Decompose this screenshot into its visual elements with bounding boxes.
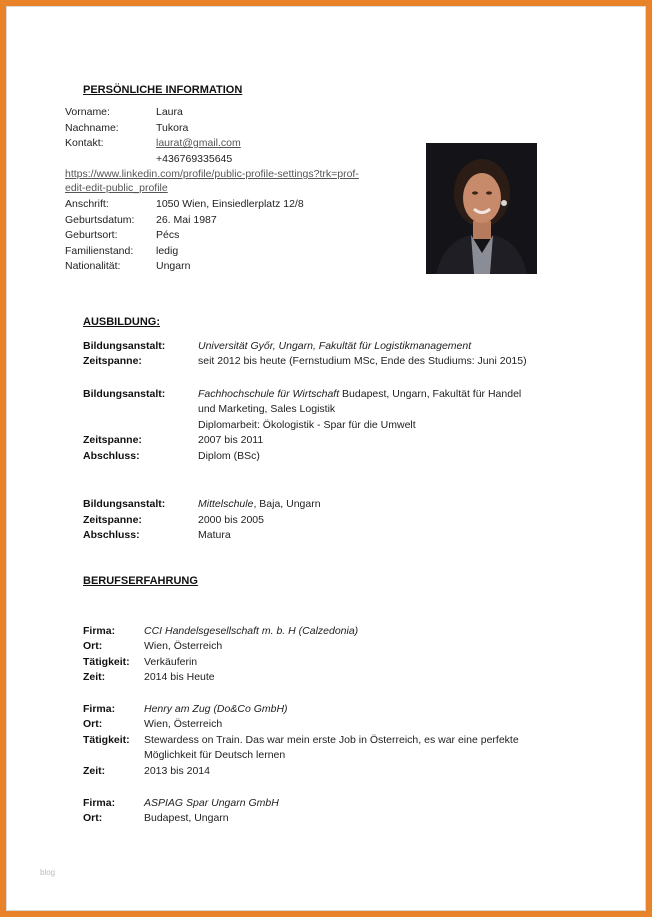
- value-familienstand: ledig: [156, 245, 179, 257]
- education-heading: AUSBILDUNG:: [83, 316, 160, 328]
- job3-firma: ASPIAG Spar Ungarn GmbH: [144, 797, 279, 809]
- edu2-inst-rest: Budapest, Ungarn, Fakultät für Handel: [339, 388, 522, 400]
- email-link[interactable]: laurat@gmail.com: [156, 137, 241, 149]
- job3-ort: Budapest, Ungarn: [144, 812, 229, 824]
- edu3-inst: [198, 498, 321, 510]
- portrait-image: [426, 143, 537, 274]
- value-nachname: Tukora: [156, 122, 189, 134]
- edu2-thesis: Diplomarbeit: Ökologistik - Spar für die Umwelt: [198, 419, 416, 431]
- job2-taetigkeit: Stewardess on Train. Das war mein erste Job in Österreich, es war eine perfekte: [144, 734, 519, 746]
- job1-zeit-label: Zeit:: [83, 671, 106, 683]
- job2-firma: Henry am Zug (Do&Co GmbH): [144, 703, 288, 715]
- edu1-period: seit 2012 bis heute (Fernstudium MSc, Ende des Studiums: Juni 2015): [198, 355, 527, 367]
- value-vorname: Laura: [156, 106, 183, 118]
- value-phone: +436769335645: [156, 153, 233, 165]
- job3-ort-label: Ort:: [83, 812, 103, 824]
- personal-info-heading: PERSÖNLICHE INFORMATION: [83, 84, 243, 96]
- experience-heading: BERUFSERFAHRUNG: [83, 575, 198, 587]
- edu3-degree-label: Abschluss:: [83, 529, 140, 541]
- value-nationalitaet: Ungarn: [156, 260, 191, 272]
- edu3-inst-name: Mittelschule: [198, 498, 254, 510]
- edu3-inst-rest: , Baja, Ungarn: [253, 498, 321, 510]
- label-nachname: Nachname:: [65, 122, 119, 134]
- cv-page: [6, 6, 646, 911]
- profile-photo: [426, 143, 537, 274]
- job1-ort-label: Ort:: [83, 640, 103, 652]
- job2-firma-label: Firma:: [83, 703, 116, 715]
- job2-taetigkeit-cont: Möglichkeit für Deutsch lernen: [144, 749, 286, 761]
- job2-ort: Wien, Österreich: [144, 718, 223, 730]
- label-familienstand: Familienstand:: [65, 245, 134, 257]
- job1-zeit: 2014 bis Heute: [144, 671, 215, 683]
- job1-taetigkeit: Verkäuferin: [144, 656, 198, 668]
- job2-ort-label: Ort:: [83, 718, 103, 730]
- job1-firma: CCI Handelsgesellschaft m. b. H (Calzedonia): [144, 625, 359, 637]
- job1-ort: Wien, Österreich: [144, 640, 223, 652]
- linkedin-link-cont[interactable]: edit-edit-public_profile: [65, 182, 168, 194]
- edu2-degree-label: Abschluss:: [83, 450, 140, 462]
- edu1-inst: Universität Győr, Ungarn, Fakultät für Logistikmanagement: [198, 340, 472, 352]
- edu2-inst-label: Bildungsanstalt:: [83, 388, 166, 400]
- linkedin-link[interactable]: https://www.linkedin.com/profile/public-profile-settings?trk=prof-: [65, 168, 359, 180]
- label-anschrift: Anschrift:: [65, 198, 109, 210]
- job3-firma-label: Firma:: [83, 797, 116, 809]
- value-geburtsdatum: 26. Mai 1987: [156, 214, 217, 226]
- edu2-period-label: Zeitspanne:: [83, 434, 142, 446]
- label-nationalitaet: Nationalität:: [65, 260, 121, 272]
- edu2-inst-line2: und Marketing, Sales Logistik: [198, 403, 336, 415]
- edu2-degree: Diplom (BSc): [198, 450, 260, 462]
- label-geburtsort: Geburtsort:: [65, 229, 118, 241]
- job1-taetigkeit-label: Tätigkeit:: [83, 656, 130, 668]
- edu2-period: 2007 bis 2011: [198, 434, 264, 446]
- label-vorname: Vorname:: [65, 106, 110, 118]
- job1-firma-label: Firma:: [83, 625, 116, 637]
- edu1-period-label: Zeitspanne:: [83, 355, 142, 367]
- job2-taetigkeit-label: Tätigkeit:: [83, 734, 130, 746]
- value-geburtsort: Pécs: [156, 229, 180, 241]
- edu2-inst: [198, 388, 521, 400]
- watermark: blog: [40, 868, 56, 877]
- label-kontakt: Kontakt:: [65, 137, 104, 149]
- edu3-period: 2000 bis 2005: [198, 514, 264, 526]
- edu3-inst-label: Bildungsanstalt:: [83, 498, 166, 510]
- job2-zeit: 2013 bis 2014: [144, 765, 210, 777]
- edu3-period-label: Zeitspanne:: [83, 514, 142, 526]
- job2-zeit-label: Zeit:: [83, 765, 106, 777]
- value-anschrift: 1050 Wien, Einsiedlerplatz 12/8: [156, 198, 304, 210]
- edu3-degree: Matura: [198, 529, 231, 541]
- edu2-inst-name: Fachhochschule für Wirtschaft: [198, 388, 340, 400]
- edu1-inst-label: Bildungsanstalt:: [83, 340, 166, 352]
- label-geburtsdatum: Geburtsdatum:: [65, 214, 135, 226]
